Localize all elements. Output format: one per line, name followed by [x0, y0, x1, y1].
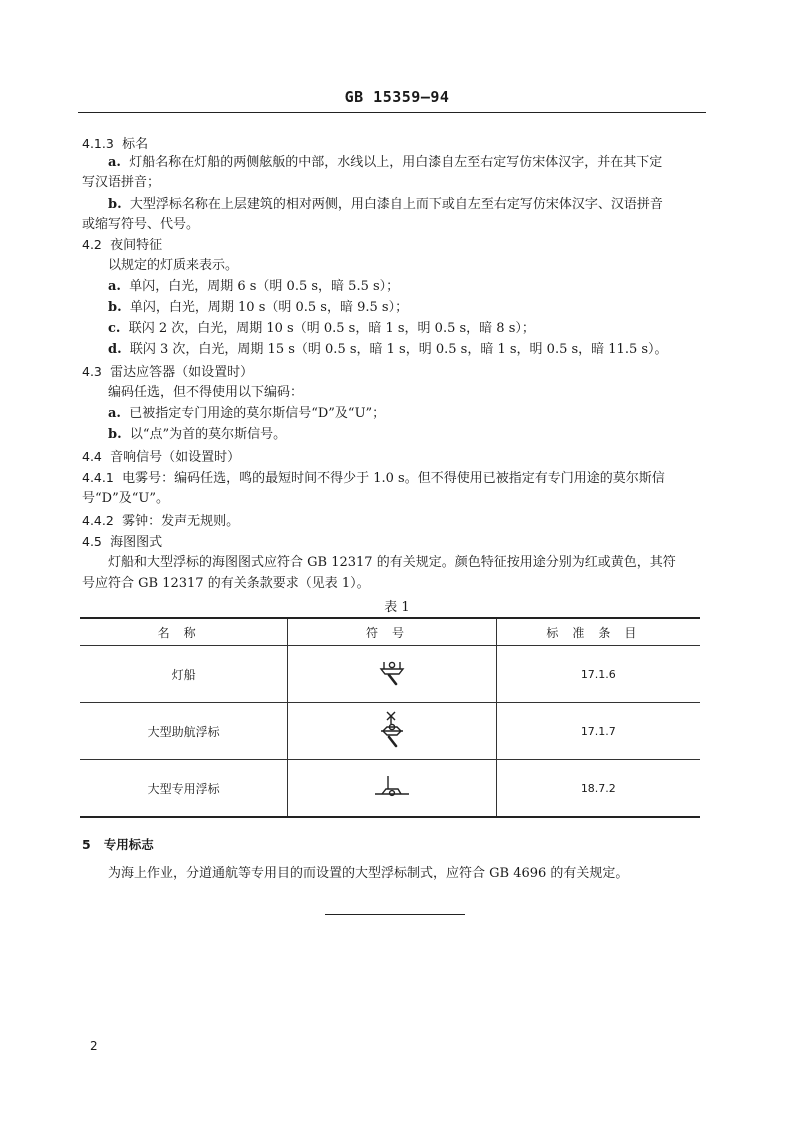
- section-4-2-intro: 以规定的灯质来表示。: [108, 258, 239, 273]
- section-4-4-1-continued: 号“D”及“U”。: [82, 491, 169, 506]
- end-rule: [325, 914, 465, 915]
- item-text: 大型浮标名称在上层建筑的相对两侧，用白漆自上而下或自左至右定写仿宋体汉字、汉语拼音: [129, 197, 663, 212]
- section-number: 4.3: [82, 364, 102, 379]
- section-number: 4.4.2: [82, 513, 114, 528]
- list-item-c: [108, 319, 535, 339]
- cell-name: 大型助航浮标: [80, 703, 288, 760]
- item-label: b.: [108, 197, 122, 212]
- item-text: 单闪，白光，周期 10 s（明 0.5 s，暗 9.5 s）；: [129, 300, 409, 315]
- header-rule: [78, 112, 706, 113]
- column-header-symbol: 符号: [288, 618, 496, 646]
- table-1: [80, 617, 700, 818]
- cell-clause: 17.1.7: [496, 703, 700, 760]
- cell-clause: 18.7.2: [496, 760, 700, 818]
- section-4-1-3-heading: [82, 134, 148, 155]
- section-number: 4.5: [82, 534, 102, 549]
- section-title: 音响信号（如设置时）: [110, 450, 241, 465]
- paragraph-text: 电雾号：编码任选，鸣的最短时间不得少于 1.0 s。但不得使用已被指定有专门用途的莫尔斯信: [122, 471, 665, 486]
- page-header: GB 15359—94: [344, 88, 450, 106]
- section-number: 4.2: [82, 237, 102, 252]
- section-title: 夜间特征: [110, 238, 163, 253]
- list-item-a: [108, 153, 662, 173]
- section-number: 5: [82, 837, 91, 852]
- item-label: b.: [108, 300, 122, 315]
- list-item-b: [108, 298, 408, 318]
- item-label: a.: [108, 279, 121, 294]
- section-5-paragraph: 为海上作业，分道通航等专用目的而设置的大型浮标制式，应符合 GB 4696 的有关规定。: [108, 866, 629, 881]
- large-navigation-buoy-symbol-icon: [372, 709, 412, 751]
- list-item-b: [108, 425, 286, 445]
- list-item-b: [108, 195, 663, 215]
- section-title: 雷达应答器（如设置时）: [110, 365, 254, 380]
- item-label: c.: [108, 321, 121, 336]
- section-4-4-1: [82, 468, 665, 489]
- large-special-buoy-symbol-icon: [370, 772, 414, 802]
- section-4-3-intro: 编码任选，但不得使用以下编码：: [108, 385, 304, 400]
- table-row: [80, 760, 700, 818]
- list-item-d: [108, 340, 668, 360]
- lightship-symbol-icon: [372, 656, 412, 690]
- section-4-5-heading: [82, 532, 162, 553]
- section-number: 4.4.1: [82, 470, 114, 485]
- cell-clause: 17.1.6: [496, 646, 700, 703]
- cell-symbol: [288, 703, 496, 760]
- cell-symbol: [288, 760, 496, 818]
- table-row: [80, 646, 700, 703]
- page-number: 2: [90, 1039, 98, 1053]
- section-4-4-2: [82, 511, 239, 532]
- item-text: 以“点”为首的莫尔斯信号。: [129, 427, 287, 442]
- item-label: b.: [108, 427, 122, 442]
- section-4-4-heading: [82, 447, 240, 468]
- section-number: 4.1.3: [82, 136, 114, 151]
- section-4-5-paragraph-continued: 号应符合 GB 12317 的有关条款要求（见表 1）。: [82, 576, 370, 591]
- list-item-b-continued: 或缩写符号、代号。: [82, 217, 200, 232]
- table-caption: 表 1: [384, 600, 410, 615]
- item-text: 灯船名称在灯船的两侧舷舨的中部，水线以上，用白漆自左至右定写仿宋体汉字，并在其下定: [129, 155, 663, 170]
- column-header-name: 名称: [80, 618, 288, 646]
- section-4-3-heading: [82, 362, 253, 383]
- table-header-row: [80, 618, 700, 646]
- cell-name: 大型专用浮标: [80, 760, 288, 818]
- item-label: a.: [108, 406, 121, 421]
- section-title: 专用标志: [103, 837, 154, 852]
- item-text: 联闪 3 次，白光，周期 15 s（明 0.5 s，暗 1 s，明 0.5 s，暗 1 s，明 0.5 s，暗 11.5 s）。: [129, 342, 668, 357]
- section-4-2-heading: [82, 235, 162, 256]
- item-label: a.: [108, 155, 121, 170]
- list-item-a-continued: 写汉语拼音；: [82, 175, 161, 190]
- paragraph-text: 雾钟：发声无规则。: [122, 514, 240, 529]
- item-text: 联闪 2 次，白光，周期 10 s（明 0.5 s，暗 1 s，明 0.5 s，暗 8 s）；: [128, 321, 535, 336]
- section-5-heading: [82, 835, 154, 855]
- list-item-a: [108, 404, 385, 424]
- section-title: 标名: [122, 137, 149, 152]
- cell-symbol: [288, 646, 496, 703]
- item-text: 单闪，白光，周期 6 s（明 0.5 s，暗 5.5 s）；: [129, 279, 400, 294]
- table-row: [80, 703, 700, 760]
- section-4-5-paragraph: 灯船和大型浮标的海图图式应符合 GB 12317 的有关规定。颜色特征按用途分别为红或黄色，其符: [108, 555, 676, 570]
- section-number: 4.4: [82, 449, 102, 464]
- section-title: 海图图式: [110, 535, 163, 550]
- column-header-clause: 标准条目: [496, 618, 700, 646]
- item-label: d.: [108, 342, 122, 357]
- item-text: 已被指定专门用途的莫尔斯信号“D”及“U”；: [129, 406, 386, 421]
- cell-name: 灯船: [80, 646, 288, 703]
- list-item-a: [108, 277, 399, 297]
